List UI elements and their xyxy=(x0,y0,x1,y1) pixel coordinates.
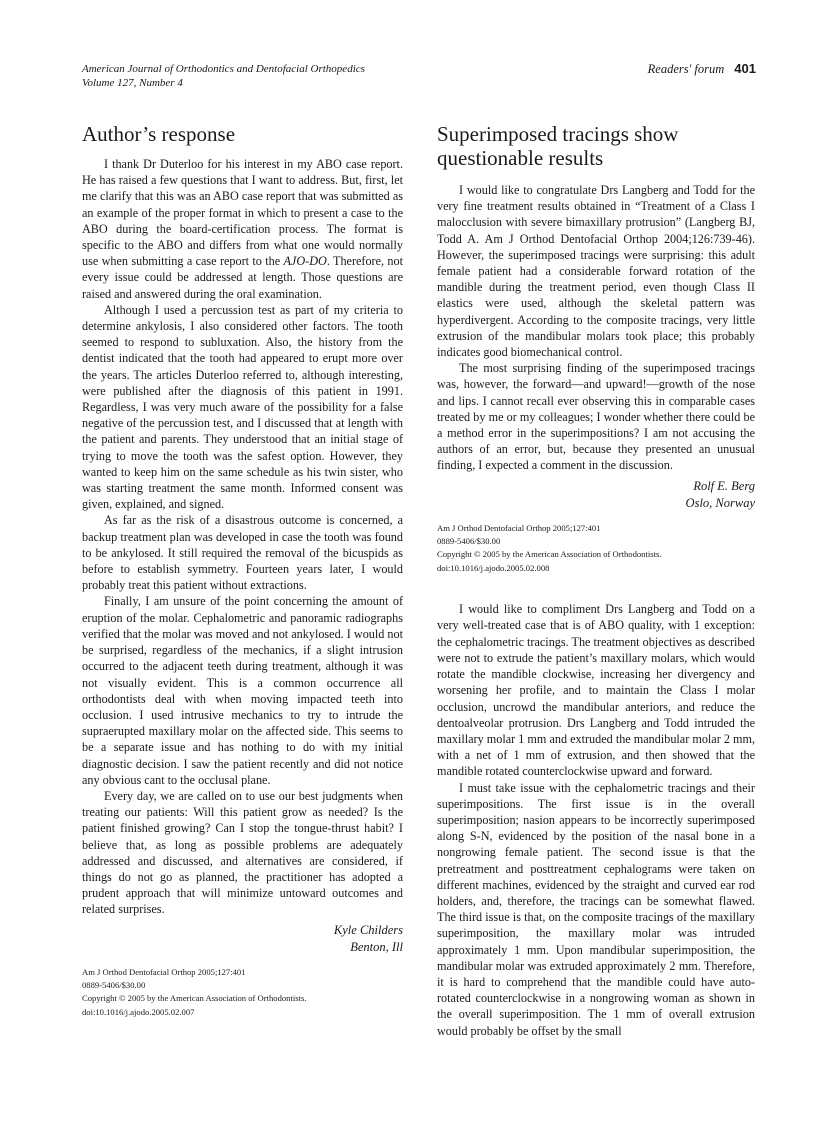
citation-doi: doi:10.1016/j.ajodo.2005.02.007 xyxy=(82,1006,195,1017)
body-paragraph: As far as the risk of a disastrous outcome is concerned, a backup treatment plan was developed in case the tooth was found to be ankylosed. It still required the removal of the bicuspids as before to establish symmetry. Fourteen years later, I would probably treat this patient without extractions. xyxy=(82,513,403,593)
page-number: 401 xyxy=(734,61,756,76)
body-paragraph: Finally, I am unsure of the point concerning the amount of eruption of the molar. Cephalometric and panoramic radiographs verified that the molar was moved and not ankylosed. I would not be surprised, regardless of the mechanics, if a slight intrusion occurred to the adjacent teeth during treatment, although it was not visually evident. This is a common occurrence all orthodontists deal with when moving impacted teeth into occlusion. I used intrusive mechanics to try to intrude the supraerupted maxillary molar on the affected side. This seems to be a separate issue and has nothing to do with my initial diagnostic decision. I saw the patient recently and did not notice any obvious cant to the occlusal plane. xyxy=(82,594,403,787)
citation-block xyxy=(82,966,403,1020)
citation-ref: Am J Orthod Dentofacial Orthop 2005;127:401 xyxy=(437,522,601,533)
paragraph-text: . Therefore, not every issue could be addressed at length. Those questions are raised and answered during the oral examination. xyxy=(82,254,404,301)
citation-doi: doi:10.1016/j.ajodo.2005.02.008 xyxy=(437,562,550,573)
section-page xyxy=(648,62,756,76)
section-name: Readers' forum xyxy=(647,62,725,76)
citation-price: 0889-5406/$30.00 xyxy=(82,979,146,990)
journal-info xyxy=(82,62,365,90)
letter-second xyxy=(437,601,755,1038)
left-column xyxy=(82,122,403,1019)
author-signature xyxy=(82,922,403,956)
signature-location: Benton, Ill xyxy=(350,939,403,954)
author-signature xyxy=(437,478,755,512)
letter-separator xyxy=(437,575,755,601)
citation-block xyxy=(437,522,755,576)
article-title-authors-response: Author’s response xyxy=(82,122,236,146)
signature-name: Rolf E. Berg xyxy=(693,478,755,493)
body-paragraph: I would like to compliment Drs Langberg and Todd on a very well-treated case that is of ABO quality, with 1 exception: the cephalometric tracings. The treatment objectives as described were not to extrude the patient’s maxillary molars, which would rotate the mandible clockwise, increasing her divergency and worsening her profile, and to maintain the Class I molar occlusion, uncrowd the mandibular anteriors, and reduce the dentoalveolar protrusion. Drs Langberg and Todd intruded the maxillary molar 1 mm and extruded the mandibular molar 2 mm, with a net of 1 mm of extrusion, and then showed that the mandible rotated counterclockwise upward and forward. xyxy=(437,602,755,779)
volume-issue: Volume 127, Number 4 xyxy=(82,77,183,89)
body-paragraph: Although I used a percussion test as part of my criteria to determine ankylosis, I also considered other factors. The tooth seemed to respond to subluxation. Also, the history from the dentist indicated that the tooth had appeared to erupt more over the years. The articles Duterloo referred to, although interesting, were published after the diagnosis of this patient in 1991. Regardless, I was very much aware of the possibility for a false negative of the percussion test, and I discussed that at length with the patient and parents. They understood that an initial stage of trying to move the tooth was the safest option. However, they wanted to keep him on the same schedule as his twin sister, who was starting treatment the same month. Informed consent was given, explained, and signed. xyxy=(82,302,403,512)
body-paragraph: The most surprising finding of the superimposed tracings was, however, the forward—and upward!—growth of the nose and lips. I cannot recall ever observing this in comparable cases treated by me or my colleagues; I wonder whether there could be a method error in the superimpositions? I am not accusing the authors of an error, but, because they presented an unusual finding, I expected a comment in the discussion. xyxy=(437,361,755,473)
running-header xyxy=(82,62,756,94)
signature-location: Oslo, Norway xyxy=(685,495,755,510)
body-paragraph: I must take issue with the cephalometric tracings and their superimpositions. The first issue is in the overall superimposition; nasion appears to be incorrectly superimposed along S-N, evidenced by the position of the nasal bone in a nongrowing female patient. The second issue is that the pretreatment and posttreatment cephalograms were taken on different machines, evidenced by the straight and curved ear rod holders, and, therefore, the tracings can be somewhat flawed. The third issue is that, on the composite tracings of the maxillary superimposition, the maxillary molar was intruded approximately 1 mm. Upon mandibular superimposition, the mandibular molar was extruded approximately 2 mm. Therefore, it is hard to comprehend that the mandible could have auto-rotated counterclockwise in a nongrowing woman as shown in the overall superimposition. The 1 mm of overall extrusion would probably be offset by the small xyxy=(437,780,755,1038)
body-paragraph: Every day, we are called on to use our best judgments when treating our patients: Will this patient grow as needed? Is the patient finished growing? Can I stop the tongue-thrust habit? I believe that, as long as possible problems are adequately addressed and discussed, and alternatives are considered, if things do not go as planned, the practitioner has adopted a prudent approach that will minimize untoward outcomes and related surprises. xyxy=(82,788,403,917)
body-paragraph: I would like to congratulate Drs Langberg and Todd for the very fine treatment results obtained in “Treatment of a Class I malocclusion with severe bimaxillary protrusion” (Langberg BJ, Todd A. Am J Orthod Dentofacial Orthop 2004;126:739-46). However, the superimposed tracings were surprising: this adult female patient had a considerable forward rotation of the mandible during the treatment period, even though Class II elastics were used, although the skeletal pattern was hyperdivergent. According to the composite tracings, very little extrusion of the mandibular molars took place; this probably indicates good biomechanical control. xyxy=(437,183,755,360)
citation-copyright: Copyright © 2005 by the American Association of Orthodontists. xyxy=(437,549,662,560)
journal-title: American Journal of Orthodontics and Dentofacial Orthopedics xyxy=(82,63,365,75)
letter-berg xyxy=(437,182,755,575)
paragraph-text: I thank Dr Duterloo for his interest in my ABO case report. He has raised a few questions that I want to address. But, first, let me clarify that this was an ABO case report that was submitted as an example of the proper format in which to present a case to the ABO during the board-certification process. The format is specific to the ABO and differs from what one would normally use when submitting a case report to the xyxy=(82,157,403,269)
signature-name: Kyle Childers xyxy=(333,922,403,937)
citation-price: 0889-5406/$30.00 xyxy=(437,536,501,547)
body-paragraph xyxy=(82,156,403,302)
citation-copyright: Copyright © 2005 by the American Association of Orthodontists. xyxy=(82,993,307,1004)
article-title-superimposed-tracings: Superimposed tracings show questionable results xyxy=(437,122,679,170)
journal-abbreviation: AJO-DO xyxy=(283,254,327,269)
citation-ref: Am J Orthod Dentofacial Orthop 2005;127:401 xyxy=(82,966,246,977)
right-column xyxy=(437,122,755,1039)
